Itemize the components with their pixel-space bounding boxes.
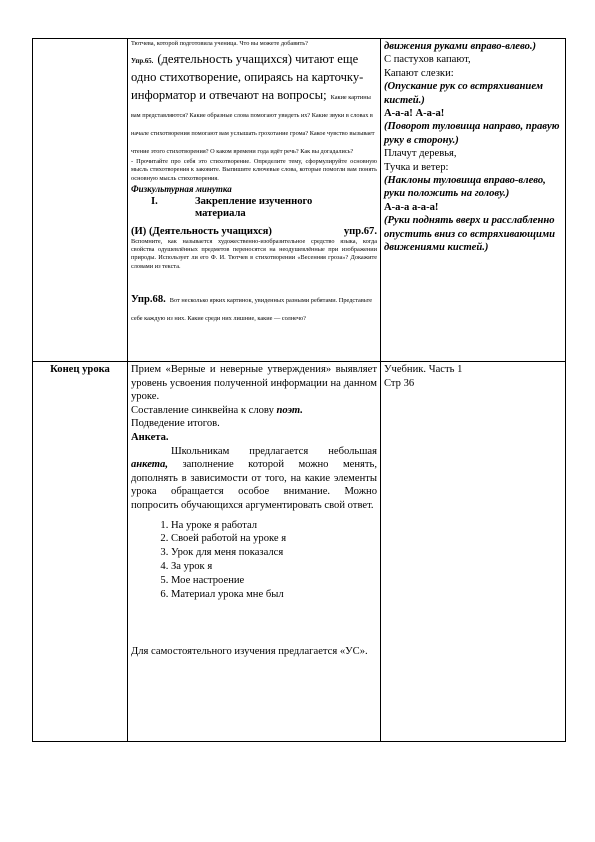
survey-text-a: Школьникам предлагается небольшая [171,445,377,457]
lesson-plan-table [32,38,566,742]
exercise-instructions [384,40,562,255]
ex67-activity: (И) (Деятельность учащихся) [131,226,272,237]
exercise-line: Плачут деревья, [384,148,457,160]
section-title: Закрепление изученного материала [195,195,313,220]
exercise-line: А-а-а! А-а-а! [384,108,445,120]
ex68-text: Вот несколько ярких картинок, увиденных разными ребятами. Представьте себе каждую из них. Какие среди них лишние, какие — солнечо? [131,296,372,322]
exercise-line: (Наклоны туловища вправо-влево, руки положить на голову.) [384,175,546,200]
textbook-label: Учебник. Часть 1 [384,364,463,375]
survey-questions-list [131,519,377,602]
ex65-number: Упр.65. [131,58,154,66]
list-item: 4. За урок я [171,560,377,574]
row1-col2-cell [128,39,381,362]
ex67-number: упр.67. [343,226,377,237]
exercise-line: (Руки поднять вверх и расслабленно опустить вниз со встряхивающими движениями кистей.) [384,215,556,254]
fizminutka-heading: Физкультурная минутка [131,183,232,194]
exercise-line: Тучка и ветер: [384,161,449,173]
list-item: 6. Материал урока мне был [171,588,377,602]
table-row [33,39,566,362]
row1-col1-cell [33,39,128,362]
syncwine-text: Составление синквейна к слову [131,404,277,416]
ex67-text: Вспомните, как называется художественно-изобразительное средство языка, когда свойства одушевлённых предметов переносятся на неодушевлённые при изображении природы. Использует ли его Ф. И. Тютчев в стихотворении «Весенняя гроза»? Докажите словами из текста. [131,238,377,270]
ex65-instruction: (деятельность учащихся) читают еще одно стихотворение, опираясь на карточку-информатор и отвечают на вопросы; [131,52,364,103]
exercise-line: Капают слезки: [384,67,454,79]
summary-text: Подведение итогов. [131,418,220,430]
ex67-header [131,225,377,238]
ex65-task: - Прочитайте про себя это стихотворение. Определите тему, сформулируйте основную мысль стихотворения к заковите. Выпишите ключевые слова, которые помогли вам понять основную мысль стихотворения. [131,158,377,182]
list-item: 2. Своей работой на уроке я [171,532,377,546]
row2-col3-cell [381,362,566,742]
table-row [33,362,566,742]
page-label: Стр 36 [384,377,415,389]
intro-text: Тютчева, которой подготовила ученица. Что вы можете добавить? [131,40,308,47]
row2-col2-cell [128,362,381,742]
survey-word: анкета, [131,459,168,471]
lesson-stage-label: Конец урока [33,362,128,742]
survey-heading: Анкета. [131,431,169,443]
exercise-line: (Опускание рук со встряхиванием кистей.) [384,81,544,106]
ex65-questions: Какие картины вам представляются? Какие образные слова помогают увидеть их? Какие звуки в словах в начале стихотворения помогают вам услышать грохотание грома? Какое чувство вызывает чтение этого стихотворения? О каком времени года идёт речь? Как вы догадались? [131,94,375,156]
survey-text-b: заполнение которой можно менять, дополнять в зависимости от того, на какие элементы урока обращается особое внимание. Можно попросить обучающихся аргументировать свой ответ. [131,459,377,511]
true-false-paragraph: Прием «Верные и неверные утверждения» выявляет уровень усвоения полученной информации на данном уроке. [131,364,377,403]
section-heading [131,196,377,221]
list-item: 1. На уроке я работал [171,519,377,533]
self-study-text: Для самостоятельного изучения предлагается «УС». [131,646,368,658]
exercise-line: А-а-а а-а-а! [384,201,439,213]
syncwine-word: поэт. [276,404,303,416]
ex68-number: Упр.68. [131,293,166,305]
section-number: I. [151,195,158,207]
exercise-line: С пастухов капают, [384,54,471,66]
row1-col3-cell [381,39,566,362]
list-item: 5. Мое настроение [171,574,377,588]
list-item: 3. Урок для меня показался [171,546,377,560]
exercise-line: (Поворот туловища направо, правую руку в сторону.) [384,121,560,146]
survey-description [131,445,377,513]
exercise-line: движения руками вправо-влево.) [384,41,537,52]
